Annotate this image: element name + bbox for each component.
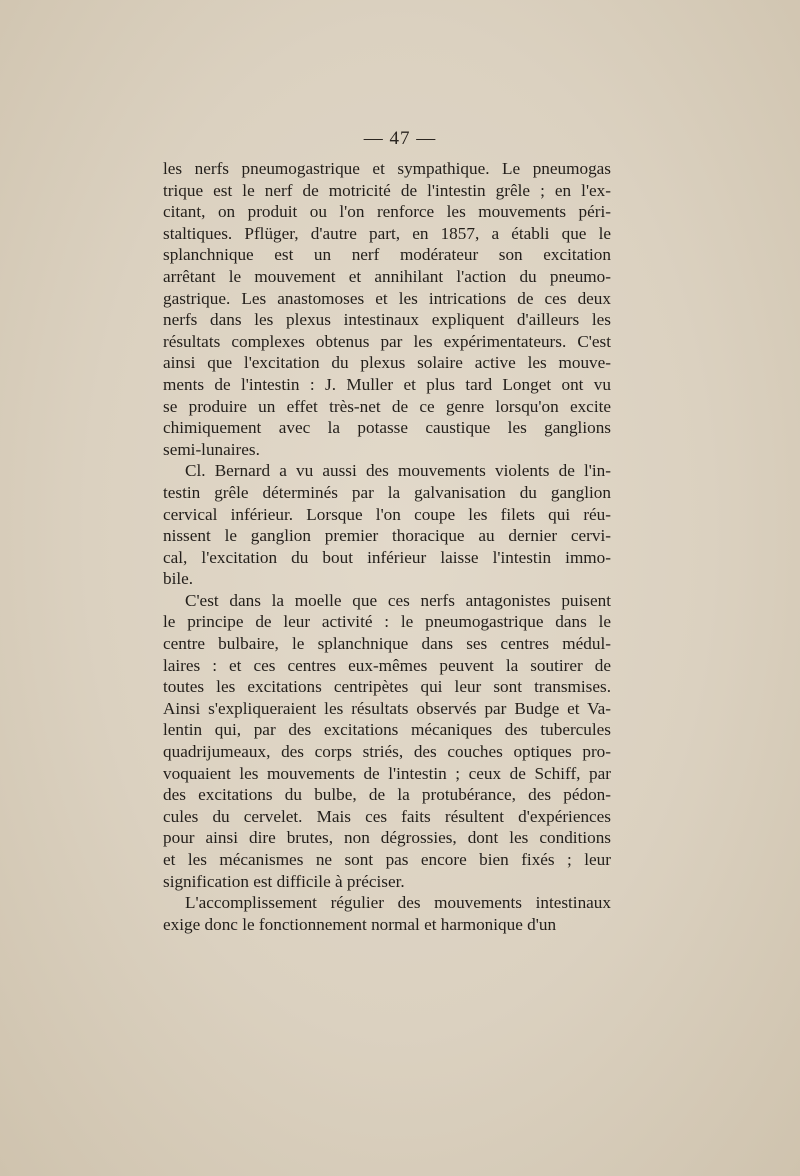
text-line: se produire un effet très-net de ce genre lorsqu'on excite [163, 396, 611, 416]
paragraph-1 [163, 158, 611, 460]
paragraph-3 [163, 590, 611, 892]
text-line: testin grêle déterminés par la galvanisation du ganglion [163, 482, 611, 502]
text-line: C'est dans la moelle que ces nerfs antagonistes puisent [185, 590, 611, 610]
paragraph-2 [163, 460, 611, 590]
text-line: et les mécanismes ne sont pas encore bien fixés ; leur [163, 850, 611, 869]
text-line: centre bulbaire, le splanchnique dans ses centres médul- [163, 634, 611, 654]
page-number: — 47 — [363, 128, 437, 149]
text-line: laires : et ces centres eux-mêmes peuvent la soutirer de [163, 655, 611, 675]
text-line: cervical inférieur. Lorsque l'on coupe les filets qui réu- [163, 504, 611, 524]
text-line: des excitations du bulbe, de la protubérance, des pédon- [163, 785, 611, 805]
text-line: chimiquement avec la potasse caustique les ganglions [163, 418, 611, 438]
text-line: quadrijumeaux, des corps striés, des couches optiques pro- [163, 742, 611, 762]
text-line: Cl. Bernard a vu aussi des mouvements violents de l'in- [185, 461, 611, 481]
text-line: Ainsi s'expliqueraient les résultats observés par Budge et Va- [163, 698, 611, 718]
text-line: exige donc le fonctionnement normal et harmonique d'un [163, 914, 557, 934]
text-line: le principe de leur activité : le pneumogastrique dans le [163, 612, 611, 632]
text-line: signification est difficile à préciser. [163, 871, 405, 891]
text-line: lentin qui, par des excitations mécaniques des tubercules [163, 720, 611, 740]
text-line: staltiques. Pflüger, d'autre part, en 1857, a établi que le [163, 223, 611, 243]
text-line: arrêtant le mouvement et annihilant l'action du pneumo- [163, 266, 611, 286]
body-text [163, 158, 611, 935]
text-line: cal, l'excitation du bout inférieur laisse l'intestin immo- [163, 547, 611, 567]
text-line: nerfs dans les plexus intestinaux expliquent d'ailleurs les [163, 310, 611, 330]
text-line: résultats complexes obtenus par les expérimentateurs. C'est [163, 331, 611, 351]
paragraph-4 [163, 892, 611, 935]
text-line: les nerfs pneumogastrique et sympathique. Le pneumogas [163, 159, 611, 178]
text-line: voquaient les mouvements de l'intestin ; ceux de Schiff, par [163, 763, 611, 783]
text-line: splanchnique est un nerf modérateur son excitation [163, 245, 611, 265]
text-line: semi-lunaires. [163, 439, 260, 459]
text-line: cules du cervelet. Mais ces faits résultent d'expériences [163, 806, 611, 826]
text-line: ments de l'intestin : J. Muller et plus tard Longet ont vu [163, 374, 611, 394]
text-line: bile. [163, 569, 194, 589]
text-line: trique est le nerf de motricité de l'intestin grêle ; en l'ex- [163, 180, 611, 200]
text-line: toutes les excitations centripètes qui leur sont transmises. [163, 677, 611, 697]
text-line: ainsi que l'excitation du plexus solaire active les mouve- [163, 353, 611, 373]
text-line: pour ainsi dire brutes, non dégrossies, dont les conditions [163, 828, 611, 848]
text-line: L'accomplissement régulier des mouvements intestinaux [185, 893, 611, 913]
text-line: nissent le ganglion premier thoracique au dernier cervi- [163, 526, 611, 546]
text-line: gastrique. Les anastomoses et les intrications de ces deux [163, 288, 611, 308]
text-line: citant, on produit ou l'on renforce les mouvements péri- [163, 202, 611, 222]
